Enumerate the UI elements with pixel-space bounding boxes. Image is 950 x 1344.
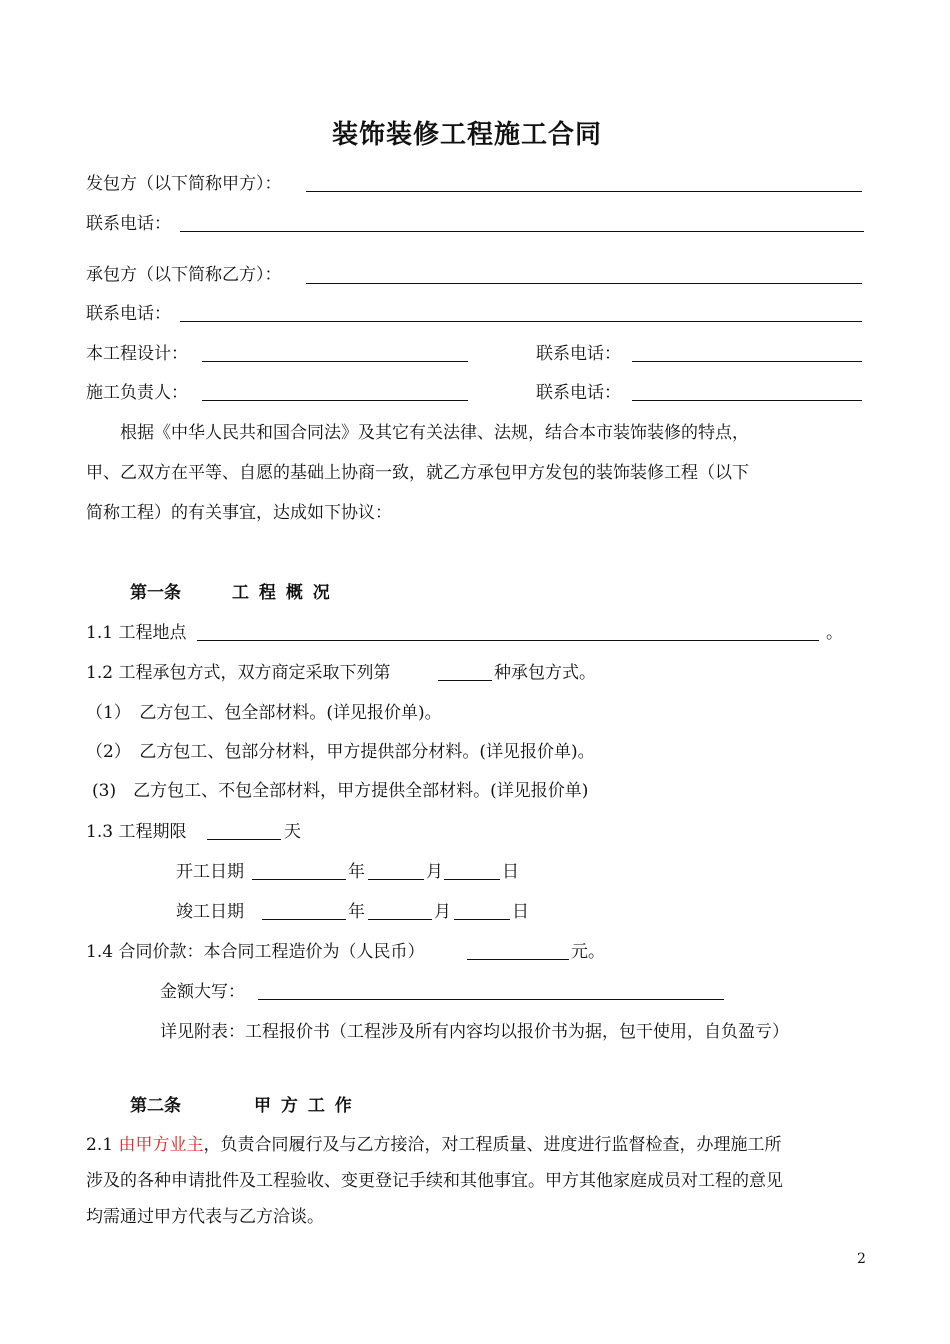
item-1-1-end: 。 (826, 623, 843, 643)
option-2: （2） 乙方包工、包部分材料，甲方提供部分材料。(详见报价单)。 (86, 742, 595, 762)
party-b-blank[interactable] (306, 283, 862, 284)
article-2-number: 第二条 (130, 1096, 181, 1116)
start-year-label: 年 (348, 862, 365, 882)
option-1: （1） 乙方包工、包全部材料。(详见报价单)。 (86, 703, 442, 723)
item-2-1-highlight: 由甲方业主 (118, 1135, 204, 1155)
duration-blank[interactable] (207, 839, 281, 840)
option-3: (3) 乙方包工、不包全部材料，甲方提供全部材料。(详见报价单) (92, 781, 589, 801)
phone-a-blank[interactable] (180, 231, 864, 232)
attachment-note: 详见附表：工程报价书（工程涉及所有内容均以报价书为据，包干使用，自负盈亏） (160, 1022, 789, 1042)
item-1-3-a: 1.3 工程期限 (86, 822, 187, 842)
item-2-1-text: ，负责合同履行及与乙方接洽，对工程质量、进度进行监督检查，办理施工所 (203, 1135, 782, 1155)
end-year-label: 年 (348, 902, 365, 922)
manager-phone-label: 联系电话： (536, 383, 621, 403)
start-month-blank[interactable] (368, 879, 424, 880)
party-a-label: 发包方（以下简称甲方）： (86, 174, 282, 194)
item-2-1-number: 2.1 (86, 1135, 119, 1155)
start-year-blank[interactable] (252, 879, 346, 880)
item-1-4-a: 1.4 合同价款：本合同工程造价为（人民币） (86, 942, 425, 962)
manager-blank[interactable] (202, 400, 468, 401)
item-1-1: 1.1 工程地点 (86, 623, 187, 643)
designer-phone-label: 联系电话： (536, 344, 621, 364)
item-1-2-a: 1.2 工程承包方式，双方商定采取下列第 (86, 663, 391, 683)
party-b-label: 承包方（以下简称乙方）： (86, 265, 282, 285)
end-date-label: 竣工日期 (176, 902, 244, 922)
item-2-1-line-1 (86, 1134, 781, 1156)
start-month-label: 月 (426, 862, 443, 882)
start-date-label: 开工日期 (176, 862, 244, 882)
designer-blank[interactable] (202, 361, 468, 362)
item-1-2-b: 种承包方式。 (494, 663, 596, 683)
end-month-label: 月 (434, 902, 451, 922)
designer-label: 本工程设计： (86, 344, 188, 364)
party-a-blank[interactable] (306, 191, 862, 192)
amount-label: 金额大写： (160, 982, 245, 1002)
item-2-1-line-2: 涉及的各种申请批件及工程验收、变更登记手续和其他事宜。甲方其他家庭成员对工程的意见 (86, 1171, 783, 1191)
article-2-heading: 甲 方 工 作 (254, 1096, 354, 1116)
manager-label: 施工负责人： (86, 383, 188, 403)
location-blank[interactable] (197, 640, 819, 641)
page-title: 装饰装修工程施工合同 (332, 120, 603, 150)
page-number: 2 (857, 1251, 866, 1267)
start-day-label: 日 (502, 862, 519, 882)
manager-phone-blank[interactable] (632, 400, 862, 401)
article-1-number: 第一条 (130, 583, 181, 603)
item-1-4-b: 元。 (571, 942, 605, 962)
contract-type-blank[interactable] (438, 680, 492, 681)
amount-blank[interactable] (258, 999, 724, 1000)
price-blank[interactable] (467, 959, 569, 960)
end-year-blank[interactable] (262, 919, 346, 920)
item-1-3-b: 天 (284, 822, 301, 842)
intro-line-2: 甲、乙双方在平等、自愿的基础上协商一致，就乙方承包甲方发包的装饰装修工程（以下 (86, 463, 749, 483)
phone-b-blank[interactable] (180, 321, 862, 322)
end-day-label: 日 (512, 902, 529, 922)
phone-label-b: 联系电话： (86, 304, 171, 324)
intro-line-3: 简称工程）的有关事宜，达成如下协议： (86, 503, 392, 523)
item-2-1-line-3: 均需通过甲方代表与乙方洽谈。 (86, 1207, 324, 1227)
start-day-blank[interactable] (444, 879, 500, 880)
end-month-blank[interactable] (368, 919, 432, 920)
article-1-heading: 工 程 概 况 (232, 583, 332, 603)
intro-line-1: 根据《中华人民共和国合同法》及其它有关法律、法规，结合本市装饰装修的特点， (120, 423, 749, 443)
end-day-blank[interactable] (454, 919, 510, 920)
designer-phone-blank[interactable] (632, 361, 862, 362)
phone-label-a: 联系电话： (86, 214, 171, 234)
